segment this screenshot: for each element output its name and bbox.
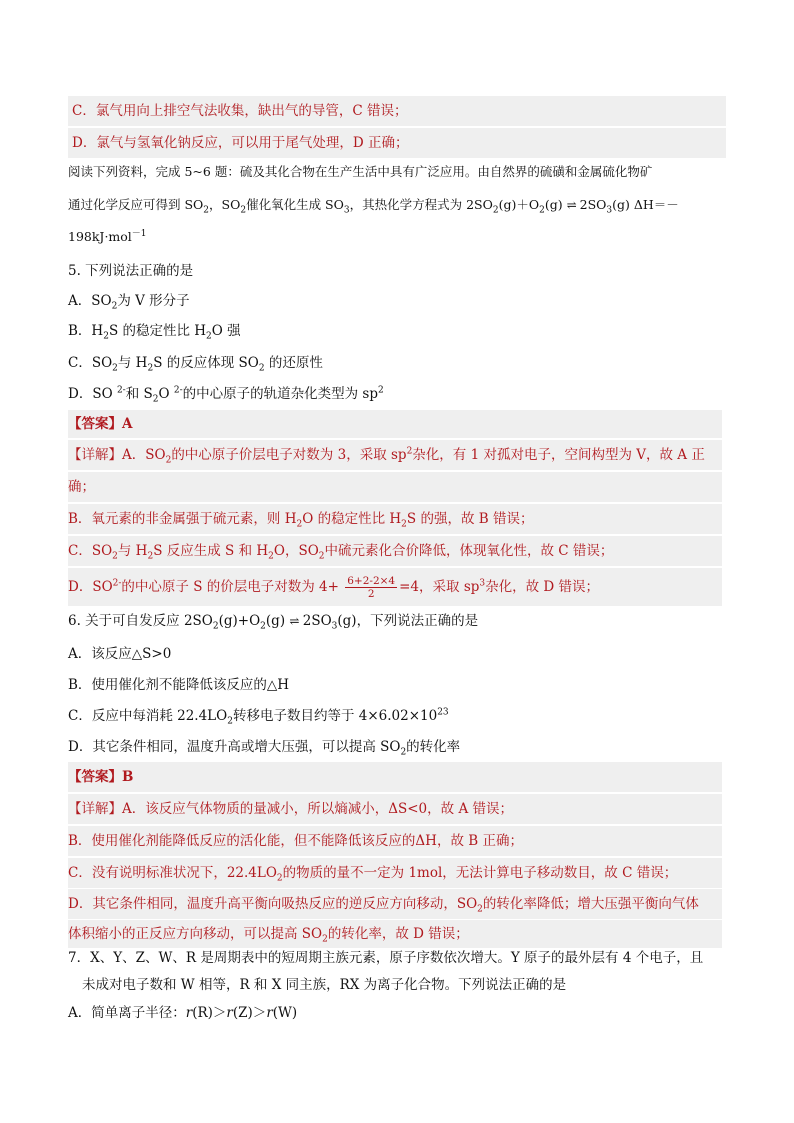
reading-text: (g) — [544, 197, 563, 212]
reading-text: 2SO — [579, 197, 607, 212]
fraction-denominator: 2 — [367, 588, 375, 600]
question-6-answer — [68, 762, 722, 792]
explanation-text: 的中心原子价层电子对数为 3，采取 sp — [171, 447, 407, 463]
option-text: 为 V 形分子 — [117, 293, 190, 309]
reading-text: 198kJ·mol — [68, 229, 132, 244]
superscript: 2- — [112, 578, 122, 589]
question-6-option-c — [68, 707, 722, 725]
question-text: (g)，下列说法正确的是 — [337, 613, 479, 629]
subscript: 2 — [165, 455, 172, 466]
subscript: 2 — [400, 747, 407, 758]
explanation-text: 与 H — [117, 543, 148, 559]
question-7-option-a — [68, 1004, 722, 1022]
subscript: 2 — [401, 519, 407, 530]
explanation-text: C．氯气用向上排空气法收集，缺出气的导管，C 错误； — [72, 103, 408, 119]
explanation-line-c — [68, 96, 726, 126]
option-text: (Z)＞ — [232, 1005, 267, 1021]
option-text: D．SO — [68, 386, 117, 402]
explanation-text: 确； — [68, 479, 95, 495]
option-text: 的转化率 — [406, 739, 461, 755]
subscript: 3 — [343, 205, 350, 216]
reading-intro-line-3 — [68, 228, 722, 246]
option-text: S 的稳定性比 H — [108, 323, 207, 339]
explanation-text: 杂化，故 D 错误； — [485, 579, 600, 595]
subscript: 2 — [227, 716, 233, 727]
subscript: 2 — [111, 301, 118, 312]
equilibrium-arrow-icon: ⇌ — [289, 614, 299, 628]
subscript: 2 — [276, 873, 283, 884]
explanation-text: B．使用催化剂能降低反应的活化能，但不能降低该反应的ΔH，故 B 正确； — [68, 833, 523, 849]
question-text: (g)+O — [218, 613, 261, 629]
question-text: 6. 关于可自发反应 2SO — [68, 613, 213, 629]
question-6-stem — [68, 612, 722, 630]
answer-label: 【答案】B — [68, 769, 134, 785]
question-6-option-a — [68, 645, 722, 663]
option-text: A．简单离子半径： — [68, 1005, 186, 1021]
option-text: C．反应中每消耗 22.4LO — [68, 708, 228, 724]
subscript: 2 — [147, 363, 154, 374]
subscript: 2 — [103, 331, 109, 342]
subscript: 2 — [152, 394, 159, 405]
question-5-option-c — [68, 354, 722, 372]
explanation-text: 【详解】A．SO — [68, 447, 166, 463]
question-5-explanation-d — [68, 568, 722, 606]
option-text: O 强 — [211, 323, 241, 339]
superscript: －1 — [131, 228, 147, 239]
question-5-explanation-a-2 — [68, 472, 722, 502]
subscript: 2 — [206, 331, 212, 342]
equilibrium-arrow-icon: ⇌ — [566, 198, 576, 212]
question-7-stem-2 — [68, 976, 736, 994]
question-5-explanation-b — [68, 504, 722, 534]
explanation-text: S 的强，故 B 错误； — [406, 511, 534, 527]
question-text: 2SO — [302, 613, 332, 629]
subscript: 3 — [606, 205, 613, 216]
question-5-option-b — [68, 322, 722, 340]
explanation-text: S 反应生成 S 和 H — [153, 543, 269, 559]
explanation-text: 体积缩小的正反应方向移动，可以提高 SO — [68, 926, 323, 942]
subscript: 2 — [268, 551, 274, 562]
question-6-explanation-c — [68, 858, 722, 888]
option-text: (W) — [272, 1005, 298, 1021]
answer-label: 【答案】A — [68, 416, 133, 432]
reading-text: (g)＋O — [498, 197, 540, 212]
subscript: 2 — [296, 519, 303, 530]
question-5-answer — [68, 410, 722, 438]
reading-text: 阅读下列资料，完成 5~6 题：硫及其化合物在生产生活中具有广泛应用。由自然界的硫磺和金属硫化物矿 — [68, 164, 653, 179]
explanation-text: 杂化，有 1 对孤对电子，空间构型为 V，故 A 正 — [412, 447, 705, 463]
option-text: 和 S — [125, 386, 153, 402]
question-text: (g) — [265, 613, 286, 629]
option-text: 转移电子数目约等于 4×6.02×10 — [232, 708, 438, 724]
reading-text: 催化氧化生成 SO — [246, 197, 344, 212]
fraction-numerator: 6+2-2×4 — [347, 575, 396, 587]
subscript: 3 — [331, 621, 338, 632]
explanation-line-d — [68, 128, 726, 158]
option-text: 的还原性 — [264, 355, 323, 371]
question-5-explanation-c — [68, 536, 722, 566]
question-5-option-a — [68, 292, 722, 310]
option-text: r — [185, 1005, 193, 1021]
option-text: r — [266, 1005, 273, 1021]
question-6-explanation-d-1 — [68, 889, 722, 919]
question-6-option-d — [68, 738, 722, 756]
explanation-text: O 的稳定性比 H — [302, 511, 402, 527]
option-text: B．H — [68, 323, 104, 339]
subscript: 2 — [112, 551, 118, 562]
subscript: 2 — [203, 205, 210, 216]
question-text: 未成对电子数和 W 相等，R 和 X 同主族，RX 为离子化合物。下列说法正确的是 — [82, 977, 567, 993]
question-6-explanation-a — [68, 794, 722, 824]
subscript: 2 — [240, 205, 247, 216]
subscript: 2 — [539, 205, 545, 216]
superscript: 2 — [406, 446, 413, 457]
explanation-text: D．SO — [68, 579, 113, 595]
option-text: (R)＞ — [192, 1005, 227, 1021]
option-text: S 的反应体现 SO — [153, 355, 259, 371]
option-text: C．SO — [68, 355, 113, 371]
subscript: 2 — [318, 551, 325, 562]
option-text: A．该反应△S>0 — [68, 646, 172, 662]
subscript: 2 — [147, 551, 154, 562]
question-text: 5. 下列说法正确的是 — [68, 263, 194, 279]
explanation-text: D．其它条件相同，温度升高平衡向吸热反应的逆反应方向移动，SO — [68, 896, 478, 912]
fraction — [345, 575, 397, 600]
reading-text: (g) ΔH＝－ — [612, 197, 679, 212]
superscript: 23 — [437, 707, 449, 718]
explanation-text: =4，采取 sp — [399, 579, 480, 595]
reading-text: 通过化学反应可得到 SO — [68, 197, 204, 212]
subscript: 2 — [477, 904, 483, 915]
explanation-text: C．SO — [68, 543, 113, 559]
explanation-text: 的转化率，故 D 错误； — [327, 926, 469, 942]
reading-intro-line-1 — [68, 163, 722, 181]
explanation-text: 的转化率降低；增大压强平衡向气体 — [482, 896, 699, 912]
question-6-explanation-d-2 — [68, 920, 722, 948]
subscript: 2 — [492, 205, 499, 216]
subscript: 2 — [112, 363, 118, 374]
question-5-explanation-a-1 — [68, 440, 722, 470]
superscript: 2 — [378, 385, 384, 396]
option-text: B．使用催化剂不能降低该反应的△H — [68, 677, 290, 693]
explanation-text: 的物质的量不一定为 1mol，无法计算电子移动数目，故 C 错误； — [282, 865, 678, 881]
superscript: 2- — [116, 385, 126, 396]
question-7-stem-1 — [68, 949, 722, 967]
explanation-text: 的中心原子 S 的价层电子对数为 4+ — [121, 579, 339, 595]
explanation-text: D．氯气与氢氧化钠反应，可以用于尾气处理，D 正确； — [72, 135, 409, 151]
option-text: A．SO — [68, 293, 112, 309]
explanation-text: B．氧元素的非金属强于硫元素，则 H — [68, 511, 297, 527]
explanation-text: O，SO — [273, 543, 319, 559]
option-text: 与 H — [117, 355, 148, 371]
explanation-text: 【详解】A．该反应气体物质的量减小，所以熵减小，ΔS<0，故 A 错误； — [68, 801, 513, 817]
question-5-stem — [68, 262, 722, 280]
question-6-option-b — [68, 676, 722, 694]
reading-text: ，其热化学方程式为 2SO — [349, 197, 493, 212]
option-text: O — [158, 386, 174, 402]
superscript: 2- — [173, 385, 183, 396]
reading-intro-line-2 — [68, 196, 722, 214]
explanation-text: C．没有说明标准状况下，22.4LO — [68, 865, 277, 881]
option-text: 的中心原子的轨道杂化类型为 sp — [182, 386, 379, 402]
option-text: r — [226, 1005, 233, 1021]
option-text: D．其它条件相同，温度升高或增大压强，可以提高 SO — [68, 739, 401, 755]
explanation-text: 中硫元素化合价降低，体现氧化性，故 C 错误； — [324, 543, 614, 559]
superscript: 3 — [479, 578, 486, 589]
question-5-option-d — [68, 385, 722, 403]
question-6-explanation-b — [68, 826, 722, 856]
question-text: 7．X、Y、Z、W、R 是周期表中的短周期主族元素，原子序数依次增大。Y 原子的最外层有 4 个电子，且 — [68, 950, 704, 966]
subscript: 2 — [258, 363, 265, 374]
subscript: 2 — [212, 621, 219, 632]
subscript: 2 — [260, 621, 266, 632]
reading-text: ，SO — [209, 197, 241, 212]
subscript: 2 — [322, 934, 328, 945]
